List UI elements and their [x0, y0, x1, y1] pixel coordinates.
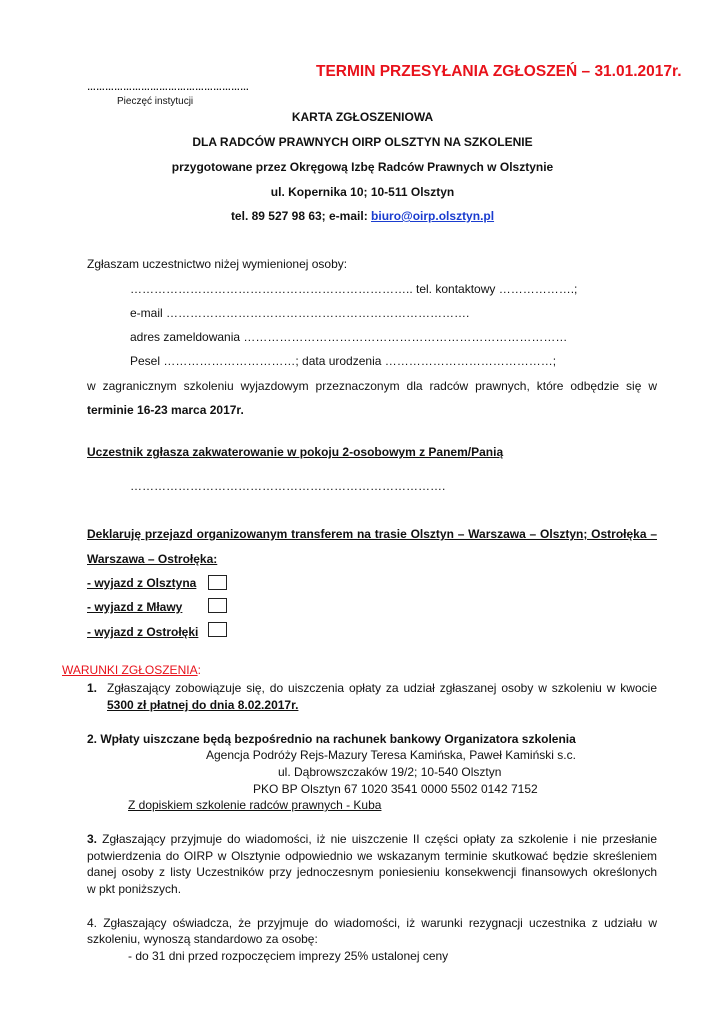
form-intro: Zgłaszam uczestnictwo niżej wymienionej osoby: [87, 257, 348, 271]
condition-3-text: Zgłaszający przyjmuje do wiadomości, iż nie uiszczenie II części opłaty za szkolenie i nie przesłanie [97, 832, 657, 846]
checkbox-ostroleka[interactable] [208, 622, 227, 637]
transfer-heading-2: Warszawa – Ostrołęka: [87, 552, 218, 566]
address-field[interactable]: adres zameldowania ……………………………………………………………………… [130, 330, 568, 344]
condition-3-line-3: danej osoby z listy Uczestników przy jednoczesnym poniesieniu konsekwencji finansowych określonych [87, 865, 657, 879]
pesel-birthdate-field[interactable]: Pesel ……………………………; data urodzenia ……………………………………; [130, 354, 557, 368]
stamp-label: Pieczęć instytucji [117, 96, 194, 107]
condition-1-text: Zgłaszający zobowiązuje się, do uiszczenia opłaty za udział zgłaszanej osoby w szkoleniu w kwocie [107, 681, 657, 695]
condition-4-line-1: 4. Zgłaszający oświadcza, że przyjmuje do wiadomości, iż warunki rezygnacji uczestnika z udziału w [87, 916, 657, 930]
condition-1-amount: 5300 zł płatnej do dnia 8.02.2017r. [107, 698, 299, 712]
header-line-4: ul. Kopernika 10; 10-511 Olsztyn [270, 185, 455, 199]
checkbox-olsztyn[interactable] [208, 575, 227, 590]
conditions-title: WARUNKI ZGŁOSZENIA [62, 663, 198, 677]
condition-3-line-4: w pkt poniższych. [87, 882, 182, 896]
purpose-text: w zagranicznym szkoleniu wyjazdowym przeznaczonym dla radców prawnych, które odbędzie się w [87, 379, 657, 393]
transfer-option-mlawa: - wyjazd z Mławy [87, 600, 183, 614]
header-line-1: KARTA ZGŁOSZENIOWA [291, 110, 434, 124]
bank-note: Z dopiskiem szkolenie radców prawnych - Kuba [128, 798, 382, 812]
conditions-colon: : [197, 663, 201, 677]
condition-1-number: 1. [87, 681, 98, 695]
email-link[interactable]: biuro@oirp.olsztyn.pl [371, 209, 495, 223]
header-line-3: przygotowane przez Okręgową Izbę Radców Prawnych w Olsztynie [171, 160, 554, 174]
condition-4-line-2: szkoleniu, wynoszą standardowo za osobę: [87, 932, 318, 946]
bank-account: PKO BP Olsztyn 67 1020 3541 0000 5502 0142 7152 [253, 782, 538, 796]
condition-3-line-1 [87, 832, 657, 846]
checkbox-mlawa[interactable] [208, 598, 227, 613]
condition-3-number: 3. [87, 832, 98, 846]
condition-4-line-3: - do 31 dni przed rozpoczęciem imprezy 25% ustalonej ceny [128, 949, 449, 963]
condition-3-line-2: potwierdzenia do OIRP w Olsztynie odpowiednio we wskazanym terminie skutkować będzie skreśleniem [87, 849, 657, 863]
header-line-2: DLA RADCÓW PRAWNYCH OIRP OLSZTYN NA SZKOLENIE [192, 135, 533, 149]
transfer-heading-1: Deklaruję przejazd organizowanym transferem na trasie Olsztyn – Warszawa – Olsztyn; Ostrołęka – [87, 527, 657, 541]
transfer-option-ostroleka: - wyjazd z Ostrołęki [87, 625, 199, 639]
bank-name: Agencja Podróży Rejs-Mazury Teresa Kamińska, Paweł Kamiński s.c. [206, 748, 576, 762]
deadline-title: TERMIN PRZESYŁANIA ZGŁOSZEŃ – 31.01.2017r. [316, 63, 682, 80]
room-heading: Uczestnik zgłasza zakwaterowanie w pokoju 2-osobowym z Panem/Panią [87, 445, 504, 459]
conditions-heading [62, 663, 201, 677]
stamp-dots: ……………………………………………… [87, 82, 249, 92]
condition-2-heading: 2. Wpłaty uiszczane będą bezpośrednio na rachunek bankowy Organizatora szkolenia [87, 732, 576, 746]
header-phone: tel. 89 527 98 63; e-mail: [230, 209, 372, 223]
roommate-field[interactable]: ……………………………………………………………………. [130, 479, 446, 493]
email-field[interactable]: e-mail …………………………………………………………………. [130, 306, 470, 320]
header-contact [0, 209, 725, 223]
bank-address: ul. Dąbrowszczaków 19/2; 10-540 Olsztyn [278, 765, 502, 779]
name-phone-field[interactable]: …………………………………………………………….. tel. kontaktowy ……………….; [130, 282, 578, 296]
training-dates: terminie 16-23 marca 2017r. [87, 403, 244, 417]
transfer-option-olsztyn: - wyjazd z Olsztyna [87, 576, 197, 590]
